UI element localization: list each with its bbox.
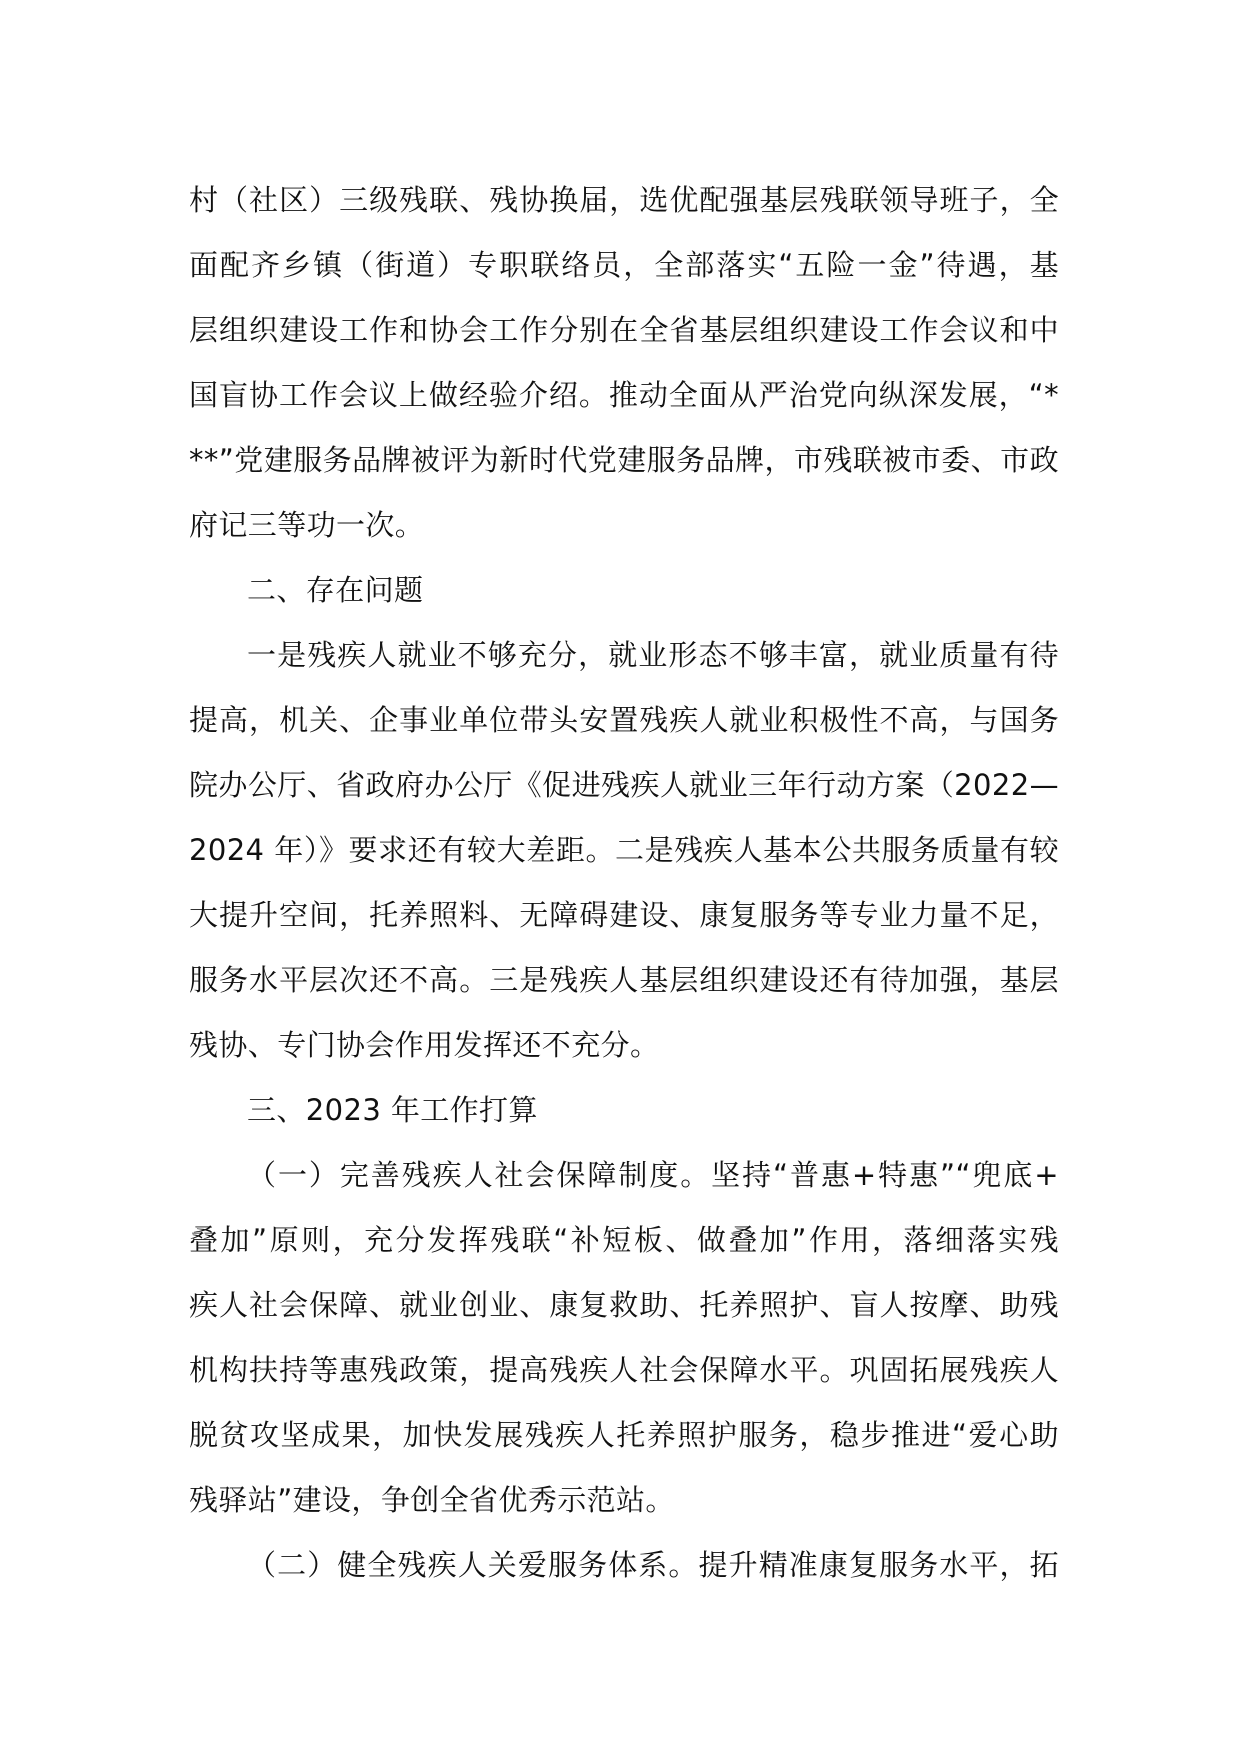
text-line: 大提升空间，托养照料、无障碍建设、康复服务等专业力量不足，: [189, 898, 1059, 932]
text-line: 2024 年）》要求还有较大差距。二是残疾人基本公共服务质量有较: [189, 833, 1059, 867]
text-line: 残驿站”建设，争创全省优秀示范站。: [189, 1483, 675, 1517]
document-body: [189, 168, 1059, 1598]
text-line: 院办公厅、省政府办公厅《促进残疾人就业三年行动方案（2022—: [189, 768, 1059, 802]
text-line: 残协、专门协会作用发挥还不充分。: [189, 1028, 660, 1062]
text-line: 服务水平层次还不高。三是残疾人基层组织建设还有待加强，基层: [189, 963, 1059, 997]
text-line: **”党建服务品牌被评为新时代党建服务品牌，市残联被市委、市政: [189, 443, 1059, 477]
text-line: 层组织建设工作和协会工作分别在全省基层组织建设工作会议和中: [189, 313, 1059, 347]
text-line: 面配齐乡镇（街道）专职联络员，全部落实“五险一金”待遇，基: [189, 248, 1059, 282]
text-line: 一是残疾人就业不够充分，就业形态不够丰富，就业质量有待: [247, 638, 1059, 672]
text-line: 府记三等功一次。: [189, 508, 425, 542]
section-heading-problems: 二、存在问题: [247, 573, 424, 607]
text-line: 提高，机关、企事业单位带头安置残疾人就业积极性不高，与国务: [189, 703, 1059, 737]
section-heading-plan: 三、2023 年工作打算: [247, 1093, 538, 1127]
text-line: 叠加”原则，充分发挥残联“补短板、做叠加”作用，落细落实残: [189, 1223, 1059, 1257]
text-line: 机构扶持等惠残政策，提高残疾人社会保障水平。巩固拓展残疾人: [189, 1353, 1059, 1387]
text-line: （二）健全残疾人关爱服务体系。提升精准康复服务水平，拓: [247, 1548, 1059, 1582]
text-line: 国盲协工作会议上做经验介绍。推动全面从严治党向纵深发展，“*: [189, 378, 1059, 412]
text-line: 村（社区）三级残联、残协换届，选优配强基层残联领导班子，全: [189, 183, 1059, 217]
text-line: （一）完善残疾人社会保障制度。坚持“普惠+特惠”“兜底+: [247, 1158, 1059, 1192]
text-line: 疾人社会保障、就业创业、康复救助、托养照护、盲人按摩、助残: [189, 1288, 1059, 1322]
text-line: 脱贫攻坚成果，加快发展残疾人托养照护服务，稳步推进“爱心助: [189, 1418, 1059, 1452]
